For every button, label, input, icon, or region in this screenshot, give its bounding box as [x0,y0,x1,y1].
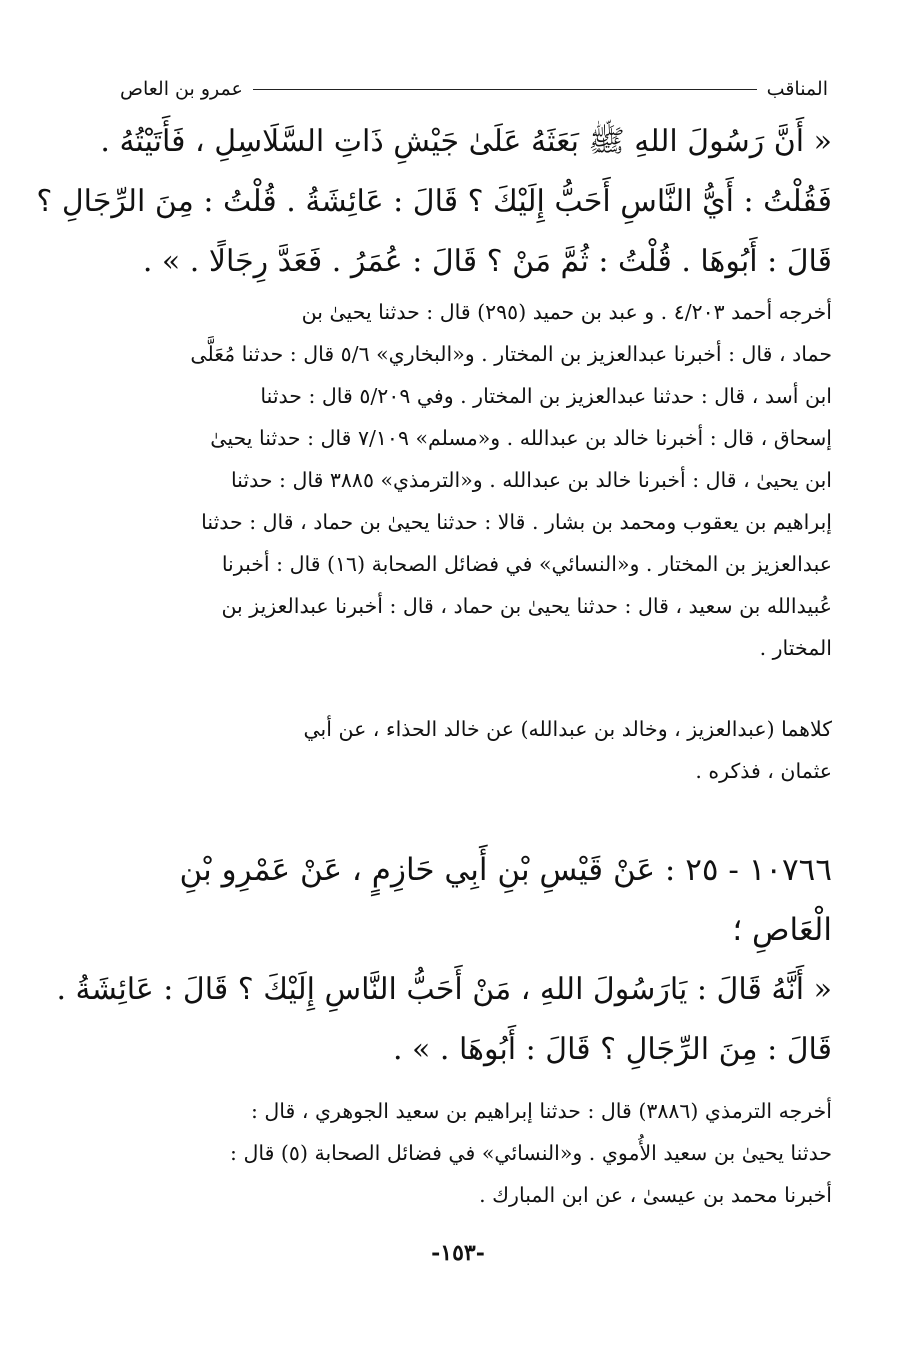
takhrij-1-line: ابن يحيىٰ ، قال : أخبرنا خالد بن عبدالله . و«الترمذي» ٣٨٨٥ قال : حدثنا [230,468,832,492]
running-header [120,72,828,106]
note-1-line: عثمان ، فذكره . [695,759,832,783]
hadith-2-heading [120,840,832,960]
page-number: -١٥٣- [431,1240,485,1266]
hadith-1-line: قَالَ : أَبُوهَا . قُلْتُ : ثُمَّ مَنْ ؟ قَالَ : عُمَرُ . فَعَدَّ رِجَالًا . » . [142,244,832,279]
takhrij-1-line: عبدالعزيز بن المختار . و«النسائي» في فضائل الصحابة (١٦) قال : أخبرنا [221,552,832,576]
hadith-2-heading-line: الْعَاصِ ؛ [732,912,832,948]
hadith-2-line: « أَنَّهُ قَالَ : يَارَسُولَ اللهِ ، مَنْ أَحَبُّ النَّاسِ إِلَيْكَ ؟ قَالَ : عَائِشَةُ . [56,972,832,1007]
takhrij-2-line: حدثنا يحيىٰ بن سعيد الأُموي . و«النسائي» في فضائل الصحابة (٥) قال : [230,1141,832,1165]
hadith-2-heading-line: ١٠٧٦٦ - ٢٥ : عَنْ قَيْسِ بْنِ أَبِي حَازِمٍ ، عَنْ عَمْرِو بْنِ [179,852,832,888]
hadith-text-1 [36,112,832,292]
isnad-note-1 [120,708,832,792]
takhrij-1-line: عُبيدالله بن سعيد ، قال : حدثنا يحيىٰ بن حماد ، قال : أخبرنا عبدالعزيز بن [221,594,832,618]
header-chapter-title: عمرو بن العاص [120,78,243,100]
takhrij-1 [120,291,832,669]
takhrij-1-line: إسحاق ، قال : أخبرنا خالد بن عبدالله . و«مسلم» ٧/١٠٩ قال : حدثنا يحيىٰ [210,426,832,450]
header-section-title: المناقب [766,78,828,100]
hadith-1-line: فَقُلْتُ : أَيُّ النَّاسِ أَحَبُّ إِلَيْكَ ؟ قَالَ : عَائِشَةُ . قُلْتُ : مِنَ الرِّجَالِ ؟ [36,184,832,219]
hadith-2-line: قَالَ : مِنَ الرِّجَالِ ؟ قَالَ : أَبُوهَا . » . [392,1032,832,1067]
hadith-text-2 [56,960,832,1080]
header-rule [253,89,757,90]
takhrij-2-line: أخرجه الترمذي (٣٨٨٦) قال : حدثنا إبراهيم بن سعيد الجوهري ، قال : [250,1099,832,1123]
takhrij-1-line: ابن أسد ، قال : حدثنا عبدالعزيز بن المختار . وفي ٥/٢٠٩ قال : حدثنا [260,384,832,408]
takhrij-1-line: حماد ، قال : أخبرنا عبدالعزيز بن المختار . و«البخاري» ٥/٦ قال : حدثنا مُعَلَّى [190,342,832,366]
takhrij-2 [120,1090,832,1216]
hadith-1-line: « أَنَّ رَسُولَ اللهِ ﷺ بَعَثَهُ عَلَىٰ جَيْشِ ذَاتِ السَّلَاسِلِ ، فَأَتَيْتُهُ . [100,124,832,159]
note-1-line: كلاهما (عبدالعزيز ، وخالد بن عبدالله) عن خالد الحذاء ، عن أبي [303,717,832,741]
takhrij-2-line: أخبرنا محمد بن عيسىٰ ، عن ابن المبارك . [479,1183,832,1207]
takhrij-1-line: المختار . [759,636,832,660]
takhrij-1-line: إبراهيم بن يعقوب ومحمد بن بشار . قالا : حدثنا يحيىٰ بن حماد ، قال : حدثنا [201,510,832,534]
takhrij-1-line: أخرجه أحمد ٤/٢٠٣ . و عبد بن حميد (٢٩٥) قال : حدثنا يحيىٰ بن [301,300,832,324]
